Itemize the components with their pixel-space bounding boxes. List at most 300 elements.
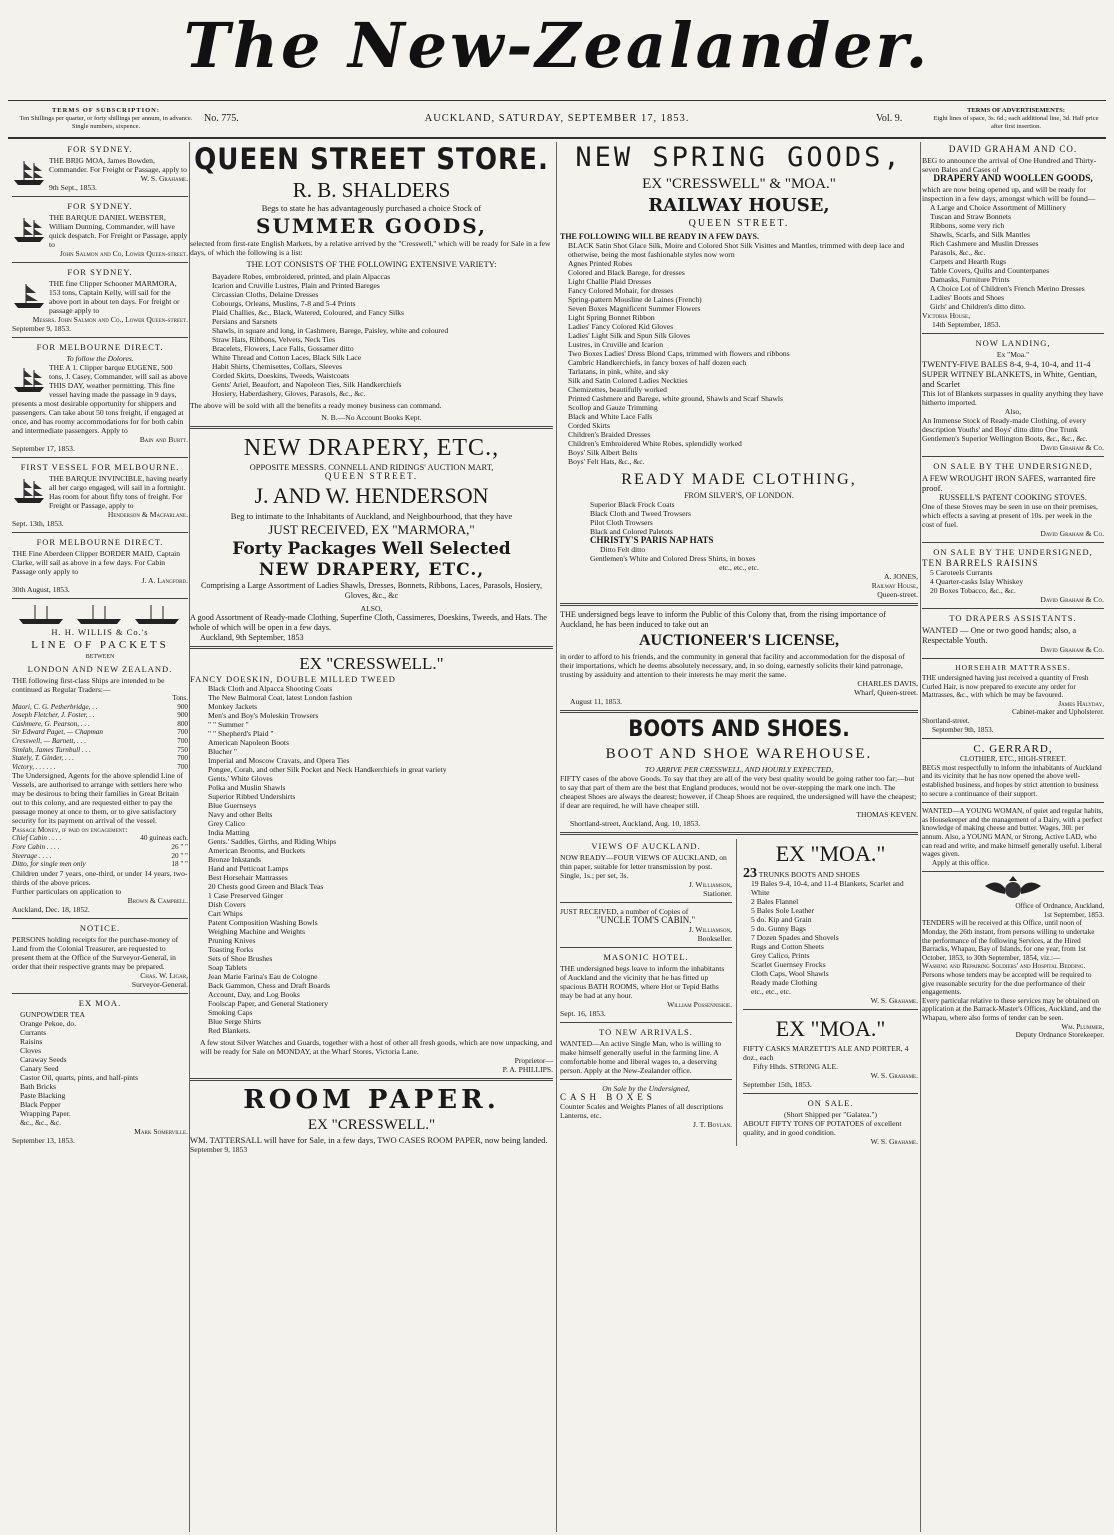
list-item: Caraway Seeds	[20, 1054, 67, 1064]
ad-subheading: To follow the Dolores.	[66, 354, 134, 363]
ad-body: Children under 7 years, one-third, or under 14 years, two-thirds of the above prices.	[12, 868, 188, 887]
ad-signature: Messrs. John Salmon and Co., Lower Queen-street.	[32, 315, 188, 324]
row-label: Chief Cabin . . . .	[12, 834, 62, 843]
list-item: Wrapping Paper.	[20, 1108, 71, 1118]
list-item: Icarion and Cruville Lustres, Plain and Printed Bareges	[212, 281, 380, 290]
list-item: " " Shepherd's Plaid "	[208, 729, 274, 738]
ad-body: THE Fine Aberdeen Clipper BORDER MAID, Captain Clarke, will sail as above in a few days. For Cabin Passage only apply to	[12, 549, 181, 576]
list-item: Cobourgs, Orleans, Muslins, 7-8 and 5-4 Prints	[212, 299, 356, 308]
ad-heading: FOR MELBOURNE DIRECT.	[36, 537, 164, 547]
terms-adv-heading: TERMS OF ADVERTISEMENTS:	[967, 107, 1065, 114]
list-item: Currants	[20, 1027, 47, 1037]
list-item: 19 Bales 9-4, 10-4, and 11-4 Blankets, Scarlet and White	[751, 879, 904, 897]
divider	[922, 333, 1104, 334]
list-item: Ladies' Boots and Shoes	[930, 293, 1005, 302]
column-3	[560, 142, 918, 1528]
ad-signature: W. S. Grahame.	[870, 996, 918, 1005]
ad-date: Auckland, Dec. 18, 1852.	[12, 904, 90, 914]
list-item: Foolscap Paper, and General Stationery	[208, 999, 329, 1008]
list-item: Back Gammon, Chess and Draft Boards	[208, 981, 330, 990]
ad-body: FIFTY CASKS MARZETTI'S ALE AND PORTER, 4 doz., each	[743, 1044, 909, 1062]
list-item: Pilot Cloth Trowsers	[590, 518, 653, 527]
list-item: Imperial and Moscow Cravats, and Opera Ties	[208, 756, 350, 765]
ad-body: THE BRIG MOA, James Bowden, Commander. For Freight or Passage, apply to	[49, 156, 187, 174]
ad-title: EX "CRESSWELL."	[299, 654, 444, 673]
row-label: Fore Cabin . . . .	[12, 842, 60, 851]
row-label: Cashmere, G. Pearson, . . .	[12, 719, 90, 728]
ad-new-drapery	[190, 433, 553, 642]
divider	[922, 608, 1104, 609]
list-item: Dish Covers	[208, 900, 246, 909]
ship-icon	[12, 158, 46, 186]
list-item: Bath Bricks	[20, 1081, 57, 1091]
ad-subheading: TRUNKS BOOTS AND SHOES	[758, 870, 860, 879]
list-item: Ladies' Light Silk and Spun Silk Gloves	[568, 331, 691, 340]
list-item: Shawls, in square and long, in Cashmere, Barege, Paisley, white and coloured	[212, 326, 449, 335]
row-value: 750	[177, 745, 188, 754]
ad-subheading: LONDON AND NEW ZEALAND.	[27, 664, 173, 674]
ad-uncle-tom	[560, 907, 732, 943]
item-list	[560, 241, 918, 466]
ad-heading: VIEWS OF AUCKLAND.	[591, 841, 701, 851]
list-item: 20 Boxes Tobacco, &c., &c.	[930, 586, 1016, 595]
ad-signature: David Graham & Co.	[1040, 645, 1104, 654]
list-item: Gents' Ariel, Beaufort, and Napoleon Ties, Silk Handkerchiefs	[212, 380, 402, 389]
list-item: Monkey Jackets	[208, 702, 258, 711]
ad-title: "UNCLE TOM'S CABIN."	[596, 915, 696, 925]
list-item: Blue Serge Shirts	[208, 1017, 262, 1026]
ad-signature: P. A. PHILLIPS.	[502, 1065, 553, 1074]
ad-body: Fifty Hhds. STRONG ALE.	[753, 1062, 839, 1071]
list-item: Hand and Petticoat Lamps	[208, 864, 289, 873]
list-item: Carpets and Hearth Rugs	[930, 257, 1007, 266]
ad-body: A few stout Silver Watches and Guards, together with a host of other all fresh goods, which are now unpacking, and will be ready for Sale on MONDAY, at the Wharf Stores, Victoria Lane.	[200, 1038, 553, 1056]
ad-signature: Mark Somerville.	[134, 1126, 188, 1136]
row-label: Maori, C. G. Petherbridge, . .	[12, 702, 98, 711]
ad-now-landing	[922, 338, 1104, 452]
ad-title: QUEEN STREET STORE.	[194, 142, 549, 176]
divider	[190, 1078, 553, 1081]
list-item: Black Cloth and Tweed Trowsers	[590, 509, 691, 518]
ad-signature: A. JONES,	[884, 572, 918, 581]
ad-wanted-young-woman	[922, 807, 1104, 867]
row-label: Sir Edward Paget, — Chapman	[12, 728, 103, 737]
ad-body: WANTED—An active Single Man, who is willing to make himself generally useful in the farming line. A comfortable home and liberal wages to, a deserving person. Apply at the New-Zealander office.	[560, 1039, 722, 1075]
fare-row	[12, 834, 188, 843]
ad-signature: Henderson & Macfarlane.	[107, 510, 188, 519]
ad-body: The above will be sold with all the benefits a ready money business can command.	[190, 401, 442, 410]
ship-row	[12, 737, 188, 746]
list-item: Plaid Challies, &c., Black, Watered, Coloured, and Fancy Silks	[212, 308, 405, 317]
ad-date: 14th September, 1853.	[932, 320, 1001, 329]
ad-body: Apply at this office.	[932, 858, 990, 867]
row-value: 900	[177, 711, 188, 720]
ad-signature: Bain and Burtt.	[139, 435, 188, 444]
ad-subheading: (Short Shipped per "Galatea.")	[783, 1110, 878, 1119]
list-item: BLACK Satin Shot Glace Silk, Moire and Colored Shot Silk Visittes and Mantles, trimmed with deep lace and otherwise, being the most fashionable styles now worn	[568, 241, 905, 259]
list-item: Corded Skirts	[568, 421, 610, 430]
list-item: Ladies' Fancy Colored Kid Gloves	[568, 322, 674, 331]
ad-subheading: OPPOSITE MESSRS. CONNELL AND RIDINGS' AUCTION MART,	[249, 462, 494, 472]
ad-body: THE undersigned having just received a quantity of Fresh Curled Hair, is now prepared to execute any order for Mattrasses, &c., with which he may be favoured.	[922, 674, 1089, 700]
ship-row	[12, 754, 188, 763]
list-item: Cloves	[20, 1045, 42, 1055]
row-value: 18 " "	[171, 860, 188, 869]
list-item: Patent Composition Washing Bowls	[208, 918, 318, 927]
ad-horsehair	[922, 663, 1104, 734]
ad-subheading: TO ARRIVE PER CRESSWELL, AND HOURLY EXPECTED,	[644, 765, 833, 774]
ad-date: Auckland, 9th September, 1853	[200, 633, 304, 642]
ad-melbourne-border-maid	[12, 537, 188, 594]
item-list	[190, 272, 553, 398]
ad-signature: Wharf, Queen-street.	[854, 688, 918, 697]
royal-arms-emblem	[983, 876, 1043, 900]
ship-row	[12, 711, 188, 720]
ad-date: 1st September, 1853.	[1043, 910, 1104, 919]
fares-heading: Passage Money, if paid on engagement:	[12, 825, 128, 835]
list-item: Fancy Colored Mohair, for dresses	[568, 286, 674, 295]
ad-date: September 15th, 1853.	[743, 1080, 812, 1089]
ad-heading: FOR SYDNEY.	[67, 144, 133, 154]
list-item: Jean Marie Farina's Eau de Cologne	[208, 972, 318, 981]
divider	[560, 832, 918, 835]
ad-boots-shoes	[560, 717, 918, 828]
ad-date: Sept. 13th, 1853.	[12, 519, 64, 528]
list-item: Weighing Machine and Weights	[208, 927, 306, 936]
ad-body: WANTED—A YOUNG WOMAN, of quiet and regular habits, as Housekeeper and the management of a Dairy, with a perfect knowledge of making cheese and butter. Wages, 30l. per annum. Also, a YOUNG MAN, or Strong, Active LAD, who can read and write, and make himself generally useful. Liberal wages given.	[922, 807, 1104, 859]
ad-david-graham	[922, 144, 1104, 329]
ad-subheading: CLOTHIER, ETC., HIGH-STREET.	[959, 755, 1067, 764]
ad-body: BEGS most respectfully to inform the inhabitants of Auckland and its vicinity that he has now opened the above well-established business, and hopes by strict attention to business to secure a continuance of their support.	[922, 763, 1102, 798]
row-value: 700	[177, 736, 188, 745]
ad-heading: C. GERRARD,	[973, 743, 1053, 756]
row-label: Stately, T. Ginder, . . .	[12, 754, 74, 763]
divider	[12, 532, 188, 533]
ship-row	[12, 720, 188, 729]
ship-icon	[12, 215, 46, 243]
ad-new-arrivals	[560, 1027, 732, 1075]
divider	[922, 871, 1104, 872]
ad-room-paper	[190, 1085, 553, 1154]
list-item: Bayadere Robes, embroidered, printed, and plain Alpaccas	[212, 272, 391, 281]
ad-notice	[12, 923, 188, 989]
ad-body: TEN BARRELS RAISINS	[922, 558, 1039, 568]
ad-signature: Wm. Plummer,	[1061, 1022, 1104, 1031]
ad-date: 30th August, 1853.	[12, 585, 70, 594]
ad-date: August 11, 1853.	[570, 697, 623, 706]
divider	[922, 542, 1104, 543]
list-item: Seven Boxes Magnificent Summer Flowers	[568, 304, 701, 313]
ad-body: Begs to state he has advantageously purchased a choice Stock of	[261, 203, 482, 213]
dateline-bar	[8, 100, 1106, 139]
ad-heading: FOR SYDNEY.	[67, 201, 133, 211]
volume-number: Vol. 9.	[876, 113, 903, 124]
list-item: Boys' Felt Hats, &c., &c.	[568, 457, 645, 466]
list-item: A Choice Lot of Children's French Merino Dresses	[930, 284, 1085, 293]
ad-heading: ON SALE.	[807, 1098, 854, 1108]
ad-body: TWENTY-FIVE BALES 8-4, 9-4, 10-4, and 11-4 SUPER WITNEY BLANKETS, in White, Gentian, and Scarlet	[922, 359, 1098, 389]
ad-new-spring-goods	[560, 142, 918, 599]
ad-signature: David Graham & Co.	[1040, 529, 1104, 538]
ad-date: Sept. 16, 1853.	[560, 1009, 606, 1018]
list-item: Account, Day, and Log Books	[208, 990, 300, 999]
list-item: 1 Case Preserved Ginger	[208, 891, 284, 900]
ad-views-auckland	[560, 841, 732, 898]
list-item: Silk and Satin Colored Ladies Neckties	[568, 376, 688, 385]
list-item: Persians and Sarsnets	[212, 317, 278, 326]
ad-subheading: FROM SILVER'S, OF LONDON.	[684, 491, 794, 500]
ad-subheading: Ex "Moa."	[996, 350, 1030, 359]
row-value: 900	[177, 702, 188, 711]
ad-heading: HORSEHAIR MATTRASSES.	[955, 663, 1071, 672]
item-list	[922, 203, 1104, 311]
ad-signature: W. S. Grahame.	[870, 1137, 918, 1146]
ad-body: One of these Stoves may be seen in use on their premises, which effects a saving at present of 10s. per week in the cost of fuel.	[922, 502, 1098, 529]
ad-signature: Brown & Campbell.	[127, 895, 188, 905]
ad-body: selected from first-rate English Markets, by a relative arrived by the "Cresswell," which will be ready for Sale in a few days, of which the following is a list:	[190, 239, 551, 257]
list-item: Lustres, in Cruville and Icarion	[568, 340, 664, 349]
list-item: &c., &c., &c.	[20, 1117, 62, 1127]
divider	[560, 1079, 732, 1080]
ad-subheading: BOOT AND SHOE WAREHOUSE.	[605, 746, 873, 762]
row-value: 700	[177, 762, 188, 771]
row-label: Victory, . . . . . .	[12, 762, 56, 771]
ad-signature: Cabinet-maker and Upholsterer.	[1011, 708, 1104, 717]
ad-subheading: THE FOLLOWING WILL BE READY IN A FEW DAYS.	[560, 232, 759, 241]
ad-heading: Office of Ordnance, Auckland,	[1015, 902, 1104, 911]
ad-heading: TO DRAPERS ASSISTANTS.	[949, 613, 1077, 623]
ad-proprietor: R. B. SHALDERS	[292, 178, 451, 202]
ad-goods-title: NEW DRAPERY, ETC.,	[258, 560, 485, 580]
ad-date: September 9, 1853	[190, 1145, 248, 1154]
list-item: Blucher "	[208, 747, 238, 756]
ad-first-line: FANCY DOESKIN, DOUBLE MILLED TWEED	[190, 674, 396, 684]
list-item: Best Horsehair Mattrasses	[208, 873, 288, 882]
column-rule	[556, 142, 557, 1532]
ad-body: ABOUT FIFTY TONS OF POTATOES of excellent quality, and in good condition.	[743, 1119, 902, 1137]
column-2	[190, 142, 553, 1528]
fare-row	[12, 852, 188, 861]
terms-of-advertisements	[930, 107, 1102, 131]
ad-body: WM. TATTERSALL will have for Sale, in a few days, TWO CASES ROOM PAPER, now being landed.	[190, 1135, 548, 1145]
ad-body: THE A 1. Clipper barque EUGENE, 500 tons, J. Casey, Commander, will sail as above THIS DAY, weather permitting. This fine vessel having made the passage in 9 days, presents a most desirable opportunity for shippers and passengers. Can take about 50 tons freight, if engaged at once, and has roomy accommodations for for both cabin and intermediate passengers. Apply to	[12, 363, 188, 435]
ad-heading: H. H. WILLIS & Co.'s	[51, 627, 149, 637]
list-item: 4 Quarter-casks Islay Whiskey	[930, 577, 1024, 586]
ad-body: A FEW WROUGHT IRON SAFES, warranted fire proof.	[922, 473, 1096, 493]
row-label: Joseph Fletcher, J. Foster, . .	[12, 711, 95, 720]
ad-body: A good Assortment of Ready-made Clothing, Superfine Cloth, Cassimeres, Doeskins, Tweeds, and Hats. The whole of which will be open in a few days.	[190, 613, 547, 632]
ad-between: BETWEEN	[85, 654, 115, 660]
row-value: 26 " "	[171, 842, 188, 851]
list-item: Sets of Shoe Brushes	[208, 954, 273, 963]
ad-melbourne-invincible	[12, 462, 188, 528]
ad-willis-packets	[12, 603, 188, 914]
ad-signature: J. Williamson,	[688, 925, 732, 934]
divider	[560, 710, 918, 713]
ad-proprietor-label: Proprietor—	[514, 1056, 553, 1065]
masthead	[0, 0, 1114, 92]
divider	[922, 802, 1104, 803]
ship-icon	[12, 281, 46, 309]
list-item: Light Challie Plaid Dresses	[568, 277, 652, 286]
ship-row	[12, 763, 188, 772]
ad-signature: Queen-street.	[877, 590, 918, 599]
list-item: Polka and Muslin Shawls	[208, 783, 286, 792]
list-item: A Large and Choice Assortment of Millinery	[930, 203, 1067, 212]
small-ads-row	[560, 839, 918, 1146]
ad-cash-boxes	[560, 1084, 732, 1129]
list-item: GUNPOWDER TEA	[20, 1009, 86, 1019]
ad-body: Further particulars on application to	[12, 886, 122, 896]
list-item: Scarlet Guernsey Frocks	[751, 960, 826, 969]
divider	[190, 646, 553, 649]
list-item: Men's and Boy's Moleskin Trowsers	[208, 711, 319, 720]
list-item: Boys' Silk Albert Belts	[568, 448, 638, 457]
ad-title: ROOM PAPER.	[243, 1085, 500, 1115]
list-item: Scollop and Gauze Trimming	[568, 403, 658, 412]
ship-row	[12, 746, 188, 755]
divider	[560, 947, 732, 948]
row-label: Cresswell, — Barnett, . . .	[12, 736, 87, 745]
divider	[922, 456, 1104, 457]
ad-signature: David Graham & Co.	[1040, 443, 1104, 452]
ad-ex-moa-tea	[12, 998, 188, 1145]
ad-subheading: QUEEN STREET.	[324, 471, 419, 481]
ad-date: September 13, 1853.	[12, 1135, 75, 1145]
ad-body: THE fine Clipper Schooner MARMORA, 153 tons, Captain Kelly, will sail for the above port in about ten days. For freight or passage apply to	[49, 279, 180, 315]
list-item: India Matting	[208, 828, 250, 837]
ad-subheading: Washing and Repairing Soldiers' and Hospital Bedding.	[922, 962, 1086, 971]
list-item: Rich Cashmere and Muslin Dresses	[930, 239, 1039, 248]
ad-date: September 9, 1853.	[12, 324, 72, 333]
ad-body: BEG to announce the arrival of One Hundred and Thirty-seven Bales and Cases of	[922, 156, 1097, 174]
divider	[560, 1022, 732, 1023]
list-item: 2 Bales Flannel	[751, 897, 799, 906]
list-item: Ready made Clothing	[751, 978, 818, 987]
list-item: Children's Embroidered White Robes, splendidly worked	[568, 439, 742, 448]
ad-heading: MASONIC HOTEL.	[603, 952, 689, 962]
ad-count: 23	[743, 866, 757, 881]
ad-goods-title: SUMMER GOODS,	[256, 214, 487, 238]
list-item: Cambric Handkerchiefs, in fancy boxes of half dozen each	[568, 358, 747, 367]
list-item: Castor Oil, quarts, pints, and half-pints	[20, 1072, 139, 1082]
ad-subheading: THE LOT CONSISTS OF THE FOLLOWING EXTENSIVE VARIETY:	[246, 259, 497, 269]
ship-icon	[12, 476, 46, 504]
ad-auctioneer	[560, 610, 918, 706]
ad-iron-safes	[922, 461, 1104, 538]
ad-sydney-moa	[12, 144, 188, 192]
list-item: 20 Chests good Green and Black Teas	[208, 882, 324, 891]
list-item: Gents.' Saddles, Girths, and Riding Whips	[208, 837, 337, 846]
row-label: Simlah, James Turnbull . . .	[12, 745, 91, 754]
ad-street: QUEEN STREET.	[688, 218, 790, 229]
ad-title: EX "MOA."	[775, 1016, 886, 1041]
list-item: Light Spring Bonnet Ribbon	[568, 313, 655, 322]
column-1	[12, 142, 188, 1528]
list-item: Navy and other Belts	[208, 810, 273, 819]
terms-sub-heading: TERMS OF SUBSCRIPTION:	[51, 107, 161, 114]
tons-label: Tons.	[172, 694, 188, 702]
list-item: etc., etc., etc.	[751, 987, 791, 996]
list-item: Rugs and Cotton Sheets	[751, 942, 824, 951]
list-item: 5 do. Gunny Bags	[751, 924, 806, 933]
ad-ex-moa-ale	[743, 1014, 918, 1089]
ad-heading: TO NEW ARRIVALS.	[599, 1027, 693, 1037]
ad-body: THE undersigned begs leave to inform the inhabitants of Auckland and the vicinity that he has fitted up spacious BATH ROOMS, where Hot or Tepid Baths may be had at any hour.	[560, 964, 725, 1000]
list-item: 5 Bales Sole Leather	[751, 906, 815, 915]
ad-signature: William Possenniskie.	[667, 1000, 732, 1009]
newspaper-title: The New-Zealander.	[183, 9, 931, 82]
list-item: The New Balmoral Coat, latest London fashion	[208, 693, 353, 702]
list-item: Cloth Caps, Wool Shawls	[751, 969, 829, 978]
ship-row-icon	[15, 603, 185, 625]
list-item: Paste Blacking	[20, 1090, 66, 1100]
column-4	[922, 142, 1104, 1528]
ad-body: An Immense Stock of Ready-made Clothing, of every description Youths' and Boys' ditto ditto One Trunk Gentlemen's Superior Wellington Boots, &c., &c., &c.	[922, 416, 1088, 443]
ad-on-sale-potatoes	[743, 1098, 918, 1146]
ad-ex-cresswell	[190, 653, 553, 1074]
ad-signature: Chas. W. Ligar,	[140, 970, 188, 980]
list-item: White Thread and Cotton Laces, Black Silk Lace	[212, 353, 362, 362]
fare-row	[12, 843, 188, 852]
ad-body: Beg to intimate to the Inhabitants of Auckland, and Neighbourhood, that they have	[230, 511, 513, 521]
ad-signature: Stationer.	[703, 889, 732, 898]
ad-sydney-marmora	[12, 267, 188, 333]
ad-body: THE following first-class Ships are intended to be continued as Regular Traders:—	[12, 676, 165, 694]
ad-signature: J. T. Boylan.	[693, 1120, 732, 1129]
divider	[743, 1009, 918, 1010]
ad-body: Comprising a Large Assortment of Ladies Shawls, Dresses, Bonnets, Ribbons, Laces, Parasols, Hosiery, Gloves, &c., &c	[200, 581, 543, 600]
list-item: Hosiery, Haberdashery, Gloves, Parasols, &c., &c.	[212, 389, 366, 398]
ad-title: AUCTIONEER'S LICENSE,	[638, 632, 840, 649]
ad-note: N. B.—No Account Books Kept.	[321, 413, 422, 422]
ad-subheading: JUST RECEIVED, EX "MARMORA,"	[268, 522, 475, 537]
list-item: American Napoleon Boots	[208, 738, 289, 747]
ad-body: Counter Scales and Weights Planes of all descriptions Lanterns, etc.	[560, 1102, 724, 1120]
divider	[922, 738, 1104, 739]
ad-body: Gentlemen's White and Colored Dress Shirts, in boxes	[590, 554, 756, 563]
ad-heading: EX MOA.	[78, 997, 122, 1008]
list-item: Tarlatans, in pink, white, and sky	[568, 367, 669, 376]
ad-heading: NOTICE.	[79, 922, 121, 933]
terms-sub-text: Ten Shillings per quarter, or forty shillings per annum, in advance. Single numbers, sixpence.	[19, 115, 193, 130]
ad-title: CASH BOXES	[560, 1092, 656, 1102]
ad-body: PERSONS holding receipts for the purchase-money of Land from the Colonial Treasurer, are requested to present them at the Office of the Surveyor-General, in order that their respective grants may be prepared.	[12, 934, 179, 971]
list-item: Bronze Inkstands	[208, 855, 261, 864]
ad-signature: James Halyday,	[1058, 699, 1104, 708]
list-item: 7 Dozen Spades and Shovels	[751, 933, 839, 942]
ship-list	[12, 703, 188, 772]
ad-body: NOW READY—FOUR VIEWS OF AUCKLAND, on thin paper, suitable for letter transmission by post. Single, 1s.; per set, 3s.	[560, 853, 727, 880]
item-list	[12, 1010, 188, 1127]
ad-also: ALSO,	[360, 604, 383, 613]
ad-body: in order to afford to his friends, and the community in general that facility and accommodation for the disposal of their importations, which he deems absolutely necessary, and, in so doing, earnestly solicits their kind patronage, trusting by assiduity and attention to their interests he may merit the same.	[560, 652, 905, 679]
ad-body: Every particular relative to these services may be obtained on application at the Barrack-Master's Offices, Auckland, and the Whapau, where also forms of tender can be seen.	[922, 996, 1101, 1022]
list-item: Spring-pattern Mousline de Laines (French)	[568, 295, 702, 304]
list-item: American Brooms, and Buckets	[208, 846, 306, 855]
ad-body: Persons whose tenders may be accepted will be required to give reasonable security for the due performance of their engagements.	[922, 971, 1092, 997]
ship-icon	[12, 365, 46, 393]
list-item: Orange Pekoe, do.	[20, 1018, 77, 1028]
ad-body: This lot of Blankets surpasses in quality anything they have hitherto imported.	[922, 389, 1104, 407]
divider	[12, 196, 188, 197]
dateline: AUCKLAND, SATURDAY, SEPTEMBER 17, 1853.	[424, 113, 690, 124]
list-item: 5 do. Kip and Grain	[751, 915, 812, 924]
ad-signature: W. S. Grahame.	[140, 174, 188, 183]
ad-goods-title: DRAPERY AND WOOLLEN GOODS,	[933, 174, 1093, 184]
ad-heading: ON SALE BY THE UNDERSIGNED,	[933, 547, 1093, 557]
ad-heading: FIRST VESSEL FOR MELBOURNE.	[20, 462, 180, 472]
